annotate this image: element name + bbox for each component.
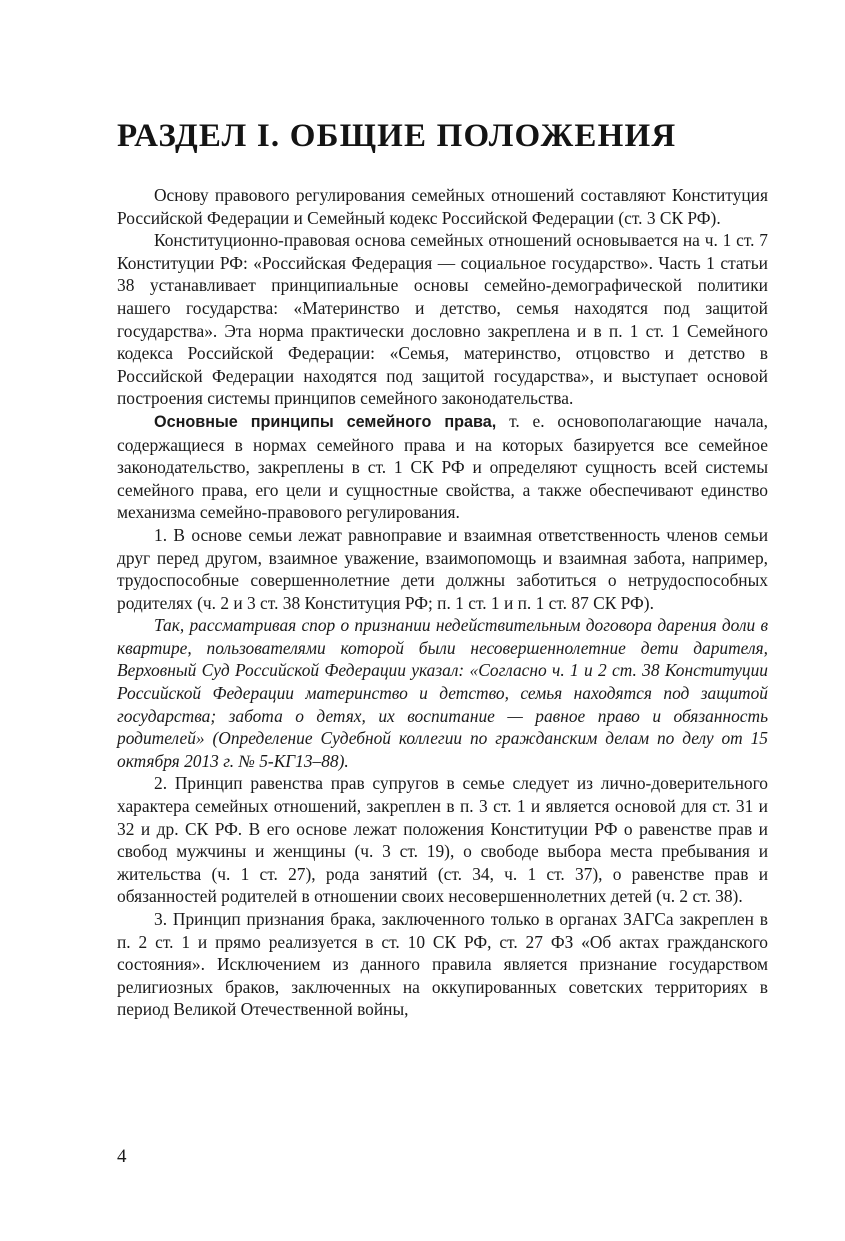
principles-lead-term: Основные принципы семейного права, — [154, 412, 497, 431]
paragraph-principles-intro — [117, 410, 768, 524]
body-text — [117, 184, 768, 1021]
section-heading: РАЗДЕЛ I. ОБЩИЕ ПОЛОЖЕНИЯ — [117, 118, 677, 154]
paragraph-constitutional-law: Конституционно-правовая основа семейных отношений основывается на ч. 1 ст. 7 Конституции РФ: «Российская Федерация — социальное государство». Часть 1 статьи 38 устанавливает принципиальные основы семейно-демографической политики нашего государства: «Материнство и детство, семья находятся под защитой государства». Эта норма практически дословно закреплена и в п. 1 ст. 1 Семейного кодекса Российской Федерации: «Семья, материнство, отцовство и детство в Российской Федерации находятся под защитой государства», и выступает основой построения системы принципов семейного законодательства. — [117, 230, 768, 409]
principles-intro-text: т. е. основополагающие начала, содержащиеся в нормах семейного права и на которых базируется все семейное законодательство, закреплены в ст. 1 СК РФ и определяют сущность всей системы семейного права, его цели и сущностные свойства, а также обеспечивают единство механизма семейно-правового регулирования. — [117, 410, 768, 523]
paragraph-constitutional-basis: Основу правового регулирования семейных отношений составляют Конституция Российской Федерации и Семейный кодекс Российской Федерации (ст. 3 СК РФ). — [117, 185, 768, 228]
principle-item-2: 2. Принцип равенства прав супругов в семье следует из лично-доверительного характера семейных отношений, закреплен в п. 3 ст. 1 и является основой для ст. 31 и 32 и др. СК РФ. В его основе лежат положения Конституции РФ о равенстве прав и свобод мужчины и женщины (ч. 3 ст. 19), о свободе выбора места пребывания и жительства (ч. 1 ст. 27), рода занятий (ст. 34, ч. 1 ст. 37), о равенстве прав и обязанностей родителей в отношении своих несовершеннолетних детей (ч. 2 ст. 38). — [117, 773, 768, 907]
page-number: 4 — [117, 1146, 127, 1167]
principle-item-3: 3. Принцип признания брака, заключенного только в органах ЗАГСа закреплен в п. 2 ст. 1 и прямо реализуется в ст. 10 СК РФ, ст. 27 ФЗ «Об актах гражданского состояния». Исключением из данного правила является признание государством религиозных браков, заключенных на оккупированных советских территориях в период Великой Отечественной войны, — [117, 909, 768, 1020]
principle-item-1: 1. В основе семьи лежат равноправие и взаимная ответственность членов семьи друг перед другом, взаимное уважение, взаимопомощь и взаимная забота, например, трудоспособные совершеннолетние дети должны заботиться о нетрудоспособных родителях (ч. 2 и 3 ст. 38 Конституция РФ; п. 1 ст. 1 и п. 1 ст. 87 СК РФ). — [117, 524, 768, 613]
court-quote: Так, рассматривая спор о признании недействительным договора дарения доли в квартире, пользователями которой были несовершеннолетние дети дарителя, Верховный Суд Российской Федерации указал: «Согласно ч. 1 и 2 ст. 38 Конституции Российской Федерации материнство и детство, семья находятся под защитой государства; забота о детях, их воспитание — равное право и обязанность родителей» (Определение Судебной коллегии по гражданским делам по делу от 15 октября 2013 г. № 5-КГ13–88). — [117, 615, 768, 771]
